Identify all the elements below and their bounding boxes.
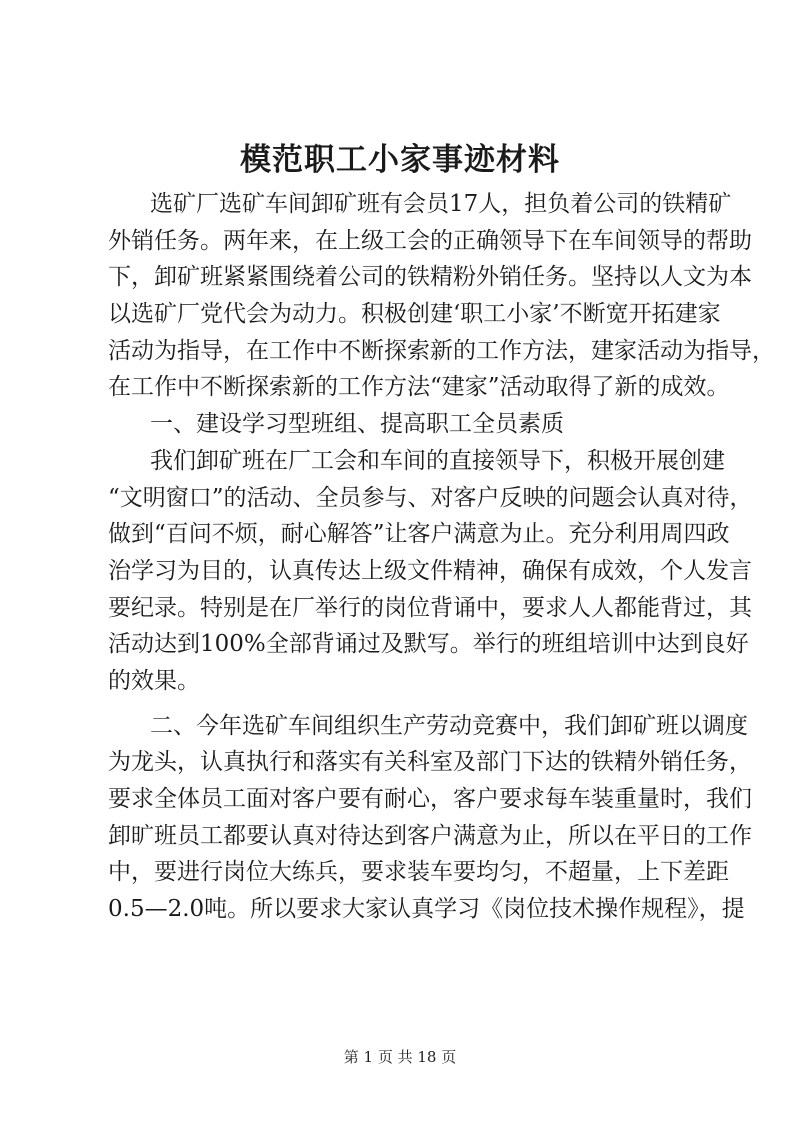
paragraph-line: 外销任务。两年来，在上级工会的正确领导下在车间领导的帮助 <box>108 227 752 254</box>
paragraph-line: 做到“百问不烦，耐心解答”让客户满意为止。充分利用周四政 <box>108 521 730 548</box>
paragraph-line: 选矿厂选矿车间卸矿班有会员17人，担负着公司的铁精矿 <box>150 191 732 217</box>
paragraph-line: 下，卸矿班紧紧围绕着公司的铁精粉外销任务。坚持以人文为本 <box>108 264 752 291</box>
page-number-footer: 第 1 页 共 18 页 <box>343 1048 457 1066</box>
paragraph-line: 活动达到100%全部背诵过及默写。举行的班组培训中达到良好 <box>108 631 749 658</box>
paragraph-line: 要纪录。特别是在厂举行的岗位背诵中，要求人人都能背过，其 <box>108 594 752 621</box>
paragraph-line: 中，要进行岗位大练兵，要求装车要均匀，不超量，上下差距 <box>108 859 729 886</box>
paragraph-line: 治学习为目的，认真传达上级文件精神，确保有成效，个人发言 <box>108 557 752 584</box>
paragraph-line: 要求全体员工面对客户要有耐心，客户要求每车装重量时，我们 <box>108 786 752 812</box>
paragraph-line: 为龙头，认真执行和落实有关科室及部门下达的铁精外销任务， <box>108 749 752 776</box>
paragraph-line: 以选矿厂党代会为动力。积极创建‘职工小家’不断宽开拓建家 <box>108 301 721 328</box>
document-body <box>108 186 775 928</box>
paragraph-line: 0.5—2.0吨。所以要求大家认真学习《岗位技术操作规程》，提 <box>108 896 745 923</box>
paragraph-line: 在工作中不断探索新的工作方法“建家”活动取得了新的成效。 <box>108 374 730 401</box>
section-heading: 一、建设学习型班组、提高职工全员素质 <box>150 411 564 438</box>
paragraph-line: 卸旷班员工都要认真对待达到客户满意为止，所以在平日的工作 <box>108 822 752 849</box>
paragraph-line: 我们卸矿班在厂工会和车间的直接领导下，积极开展创建 <box>150 447 725 474</box>
paragraph-line: 的效果。 <box>108 667 200 694</box>
paragraph-line: “文明窗口”的活动、全员参与、对客户反映的问题会认真对待， <box>108 484 753 511</box>
paragraph-line: 二、今年选矿车间组织生产劳动竞赛中，我们卸矿班以调度 <box>150 712 748 739</box>
paragraph-line: 活动为指导，在工作中不断探索新的工作方法，建家活动为指导， <box>108 337 775 364</box>
document-title: 模范职工小家事迹材料 <box>240 142 560 178</box>
